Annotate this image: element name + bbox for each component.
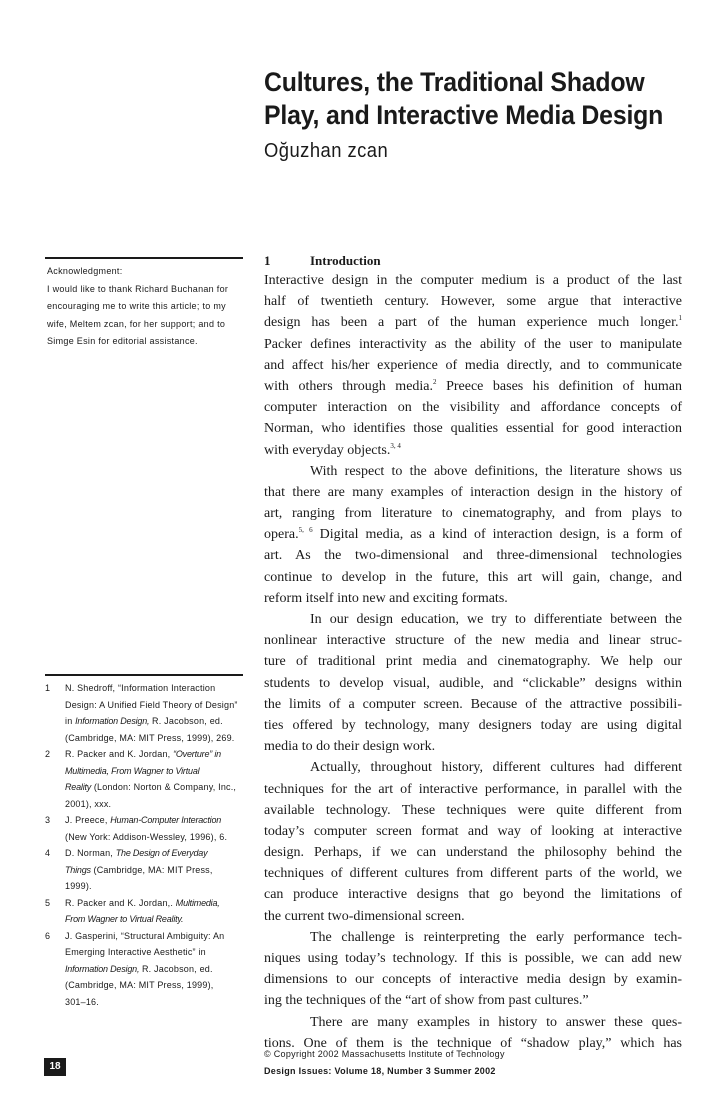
body-line: In our design education, we try to differentiate between the [310,612,682,627]
body-line: the current two-dimensional screen. [264,908,465,924]
page-number: 18 [44,1058,66,1076]
footnote-title: Things [65,864,91,875]
footnotes [45,680,255,1010]
acknowledgment-rule [45,257,243,259]
footnote-text: in [65,716,76,726]
footnote-line: (New York: Addison-Wessley, 1996), 6. [65,831,228,842]
article-title [264,66,669,132]
footnote-text: R. Jacobson, ed. [139,963,213,974]
title-line-2: Play, and Interactive Media Design [264,100,664,130]
body-line: media to do their design work. [264,739,436,755]
footnote-1 [45,680,255,746]
body-line: the limits of a computer screen. Because of the attractive possibili- [264,696,682,712]
footnote-text: (London: Norton & Company, Inc., [91,782,237,792]
footnote-ref: 3, 4 [390,441,401,450]
footnote-text: (Cambridge, MA: MIT Press, [90,864,213,875]
footnote-line: 2001), xxx. [65,798,112,809]
body-line: ture of traditional print media and cinematography. We help our [264,654,682,670]
journal-info: Design Issues: Volume 18, Number 3 Summer 2002 [264,1066,496,1076]
footnote-number: 2 [45,749,51,759]
footnote-text: R. Jacobson, ed. [149,716,223,726]
body-line: niques using today’s technology. If this is possible, we can add new [264,951,682,966]
section-number: 1 [264,253,271,268]
footnote-text: J. Preece, [65,815,111,825]
footnote-title: Multimedia, From Wagner to Virtual [65,765,200,776]
body-line: ties offered by technology, many designers today are using digital [264,717,682,733]
body-line: techniques of different cultures from different parts of the world, we [264,866,682,882]
body-line: Packer defines interactivity as the ability of the user to manipulate [264,336,682,352]
body-line: continue to develop in the future, this art will gain, change, and [264,569,682,585]
body-line: nonlinear interactive structure of the new media and linear struc- [264,633,682,649]
footnote-line [65,746,255,763]
footnote-line [65,779,255,796]
footnote-ref: 1 [678,314,682,323]
footnote-ref: 2 [433,377,437,386]
body-line: dimensions to our concepts of interactive media design by examin- [264,972,682,988]
acknowledgment-line: I would like to thank Richard Buchanan for [47,283,229,294]
body-line: computer interaction on the visibility and affordance concepts of [264,400,682,416]
footnote-line: Emerging Interactive Aesthetic” in [65,947,206,957]
footnote-line [65,763,255,780]
author-name: Oğuzhan zcan [264,140,389,162]
footnote-line: 301–16. [65,996,99,1007]
footnote-number: 5 [45,897,51,908]
body-text-run: opera. [264,527,299,543]
footnote-line [65,862,255,879]
body-line: can produce interactive designs that go beyond the limitations of [264,887,682,903]
footnote-title: From Wagner to Virtual Reality. [65,914,184,924]
footnote-title: “Overture” in [173,749,221,759]
footnote-line: (Cambridge, MA: MIT Press, 1999), [65,980,214,990]
acknowledgment-line: encouraging me to write this article; to my [47,301,226,311]
footnote-line: J. Gasperini, “Structural Ambiguity: An [65,930,225,941]
footnote-4 [45,845,255,895]
body-line: There are many examples in history to answer these ques- [310,1014,682,1030]
body-line [264,312,682,333]
footnotes-rule [45,674,243,676]
body-line: that there are many examples of interaction design in the history of [264,484,682,500]
body-line: available technology. These techniques were quite different from [264,802,682,818]
page-footer [264,1046,505,1080]
body-text-run: with everyday objects. [264,442,391,458]
footnote-text: R. Packer and K. Jordan,. [65,897,176,908]
body-line: art, ranging from literature to cinematography, and from plays to [264,506,682,522]
footnote-line: 1999). [65,881,92,891]
footnote-line [65,895,255,912]
footnote-title: Multimedia, [175,897,220,908]
title-line-1: Cultures, the Traditional Shadow [264,67,645,97]
footnote-3 [45,812,255,845]
body-line: Interactive design in the computer medium is a product of the last [264,273,682,288]
body-line: reform itself into new and exciting formats. [264,590,508,606]
footnote-line [65,961,255,978]
footnote-ref: 5, 6 [298,526,313,535]
footnote-5 [45,895,255,928]
body-line [264,524,682,545]
footnote-number: 4 [45,848,51,858]
footnote-line [65,845,255,862]
footnote-text: D. Norman, [65,848,116,858]
copyright-notice: © Copyright 2002 Massachusetts Institute of Technology [264,1049,505,1059]
section-heading [264,253,381,269]
body-text-run: design has been a part of the human experience much longer. [264,315,679,331]
footnote-number: 6 [45,930,51,941]
footnote-line [65,911,255,928]
body-line: today’s computer screen format and way of looking at interactive [264,823,682,839]
footnote-number: 3 [45,815,51,825]
body-line: half of twentieth century. However, some argue that interactive [264,294,682,310]
footnote-line [65,812,255,829]
acknowledgment-line: wife, Meltem zcan, for her support; and to [47,318,226,329]
footnote-line: N. Shedroff, “Information Interaction [65,683,216,693]
footnote-title: Human-Computer Interaction [110,815,222,825]
body-text [264,270,682,1054]
body-line: With respect to the above definitions, the literature shows us [310,463,682,479]
acknowledgment-heading: Acknowledgment: [47,266,123,276]
footnote-line [65,713,255,730]
acknowledgment [47,263,247,351]
footnote-line: (Cambridge, MA: MIT Press, 1999), 269. [65,732,235,743]
footnote-title: Reality [65,782,92,792]
footnote-6 [45,928,255,1011]
body-line: The challenge is reinterpreting the early performance tech- [310,929,682,945]
footnote-text: R. Packer and K. Jordan, [65,749,174,759]
body-line [264,440,682,461]
footnote-title: The Design of Everyday [115,848,208,858]
body-text-run: Preece bases his definition of human [446,378,682,394]
body-line: and affect his/her experience of media directly, and to communicate [264,357,682,373]
footnote-line: Design: A Unified Field Theory of Design” [65,699,238,710]
body-line: ing the techniques of the “art of show from past cultures.” [264,993,589,1009]
section-title: Introduction [310,253,381,268]
body-line: tions. One of them is the technique of “shadow play,” which has [264,1035,682,1051]
body-line: students to develop visual, audible, and “clickable” designs within [264,675,682,691]
footnote-number: 1 [45,683,51,693]
body-line: Norman, who identifies those qualities essential for good interaction [264,421,682,437]
body-line [264,376,682,397]
body-line: techniques for the art of interactive performance, in parallel with the [264,781,682,797]
acknowledgment-line: Simge Esin for editorial assistance. [47,336,198,346]
body-text-run: Digital media, as a kind of interaction design, is a form of [319,527,683,543]
body-line: design. Perhaps, if we can understand the philosophy behind the [264,845,682,861]
body-text-run: with others through media. [264,378,434,394]
footnote-title: Information Design, [65,963,140,974]
footnote-title: Information Design, [75,716,150,726]
footnote-2 [45,746,255,812]
body-line: Actually, throughout history, different cultures had different [310,760,682,776]
body-line: art. As the two-dimensional and three-dimensional technologies [264,548,682,564]
